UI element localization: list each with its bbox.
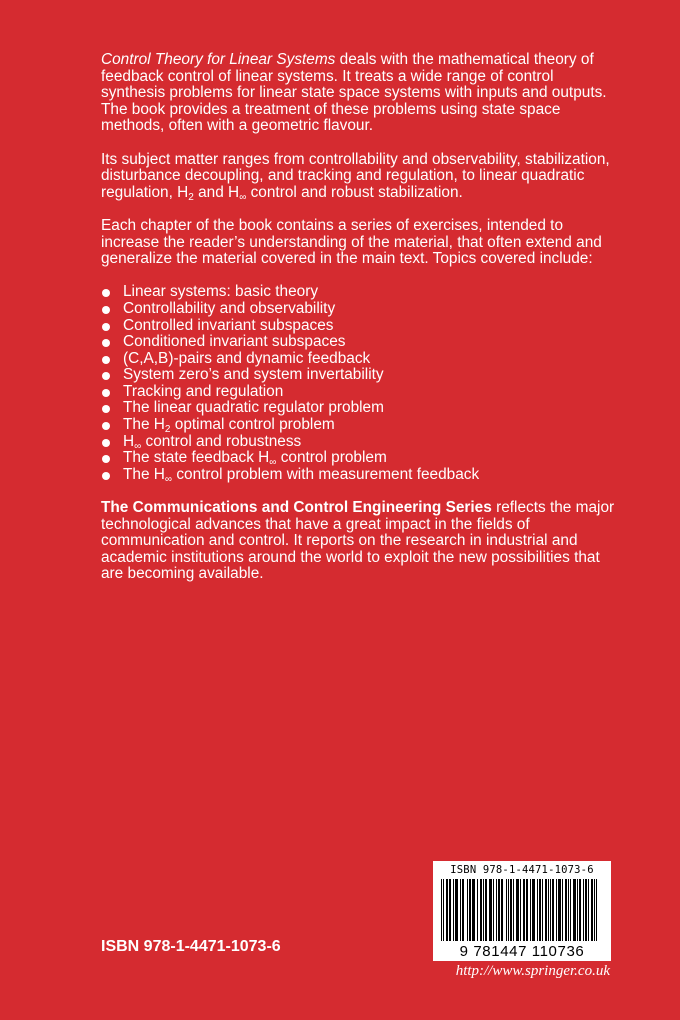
barcode-bar [533, 879, 534, 941]
barcode-bar [447, 879, 448, 941]
barcode-bar [470, 879, 471, 941]
barcode-bar [556, 879, 557, 941]
barcode-bar [530, 879, 531, 941]
barcode-bar [558, 879, 559, 941]
bullet-icon [102, 306, 110, 314]
barcode-bar [463, 879, 464, 941]
topic-item [101, 450, 621, 467]
barcode-bar [546, 879, 547, 941]
topic-text: Tracking and regulation [123, 382, 284, 400]
barcode-bar [457, 879, 458, 941]
barcode-bar [570, 879, 571, 941]
topic-item [101, 284, 621, 301]
topic-text: (C,A,B)-pairs and dynamic feedback [123, 349, 371, 367]
bullet-icon [102, 372, 110, 380]
barcode-bar [496, 879, 497, 941]
barcode-bar [516, 879, 517, 941]
isbn-label: ISBN 978-1-4471-1073-6 [101, 938, 281, 955]
subject-text-3: control and robust stabilization. [246, 183, 463, 201]
subject-text-1: Its subject matter ranges from controllability and observability, stabilization, disturbance decoupling, and tracking and regulation, to linear quadratic regulation, H [101, 150, 610, 201]
barcode-bar [462, 879, 463, 941]
barcode-bar [467, 879, 468, 941]
barcode-bar [501, 879, 502, 941]
barcode-bar [532, 879, 533, 941]
barcode-bar [550, 879, 551, 941]
topic-item [101, 367, 621, 384]
barcode-bar [489, 879, 490, 941]
barcode-bar [483, 879, 484, 941]
barcode-bars [441, 879, 603, 941]
bullet-icon [102, 389, 110, 397]
barcode-bar [520, 879, 521, 941]
topic-text: Linear systems: basic theory [123, 283, 319, 301]
barcode-bar [498, 879, 499, 941]
barcode-bar [443, 879, 444, 941]
series-name: The Communications and Control Engineering Series [101, 499, 492, 517]
barcode-bar [480, 879, 481, 941]
intro-paragraph [101, 52, 621, 135]
bullet-icon [102, 455, 110, 463]
barcode-bar [594, 879, 595, 941]
barcode-bar [537, 879, 538, 941]
bullet-icon [102, 439, 110, 447]
exercises-paragraph: Each chapter of the book contains a series of exercises, intended to increase the reader’s understanding of the material, that often extend and generalize the material covered in the main text. Topics covered include: [101, 216, 602, 268]
barcode-bar [499, 879, 500, 941]
topic-text: control problem with measurement feedback [172, 465, 480, 483]
topic-text: control and robustness [141, 432, 302, 450]
barcode-bar [485, 879, 486, 941]
barcode [433, 861, 611, 961]
barcode-bar [548, 879, 549, 941]
barcode-bar [542, 879, 543, 941]
barcode-bar [526, 879, 527, 941]
barcode-bar [473, 879, 474, 941]
barcode-bar [449, 879, 450, 941]
topic-text: optimal control problem [170, 416, 335, 434]
topic-item [101, 318, 621, 335]
barcode-bar [446, 879, 447, 941]
barcode-bar [502, 879, 503, 941]
barcode-bar [517, 879, 518, 941]
barcode-bar [477, 879, 478, 941]
barcode-bar [506, 879, 507, 941]
topic-subscript: 2 [164, 424, 171, 436]
topic-subscript: ∞ [164, 473, 173, 485]
barcode-bar [453, 879, 454, 941]
barcode-bar [580, 879, 581, 941]
barcode-bar [592, 879, 593, 941]
h2-subscript: 2 [188, 191, 194, 203]
topic-item [101, 334, 621, 351]
topics-list [101, 284, 621, 483]
barcode-bar [575, 879, 576, 941]
barcode-bar [456, 879, 457, 941]
barcode-bar [524, 879, 525, 941]
barcode-bar [553, 879, 554, 941]
barcode-bar [486, 879, 487, 941]
barcode-bar [534, 879, 535, 941]
barcode-digits: 9 781447 110736 [459, 943, 585, 960]
barcode-bar [523, 879, 524, 941]
barcode-bar [577, 879, 578, 941]
barcode-bar [518, 879, 519, 941]
barcode-bar [588, 879, 589, 941]
topic-item [101, 417, 621, 434]
barcode-bar [508, 879, 509, 941]
topic-item [101, 434, 621, 451]
topic-text: The H [123, 465, 165, 483]
barcode-bar [573, 879, 574, 941]
barcode-bar [566, 879, 567, 941]
topic-subscript: ∞ [134, 440, 142, 452]
barcode-bar [583, 879, 584, 941]
bullet-icon [102, 422, 110, 430]
series-text: reflects the major technological advances that have a great impact in the fields of communication and control. It reports on the research in industrial and academic institutions around the world to exploit the new possibilities that are becoming available. [101, 499, 615, 583]
barcode-bar [493, 879, 494, 941]
barcode-bar [565, 879, 566, 941]
barcode-bar [490, 879, 491, 941]
barcode-bar [574, 879, 575, 941]
barcode-bar [559, 879, 560, 941]
topic-item [101, 301, 621, 318]
barcode-bar [579, 879, 580, 941]
bullet-icon [102, 356, 110, 364]
barcode-bar [450, 879, 451, 941]
topic-text: H [123, 432, 135, 450]
barcode-bar [455, 879, 456, 941]
barcode-bar [540, 879, 541, 941]
topic-text: Conditioned invariant subspaces [123, 333, 346, 351]
topic-text: Controlled invariant subspaces [123, 316, 334, 334]
barcode-bar [472, 879, 473, 941]
topic-item [101, 351, 621, 368]
topic-item [101, 400, 621, 417]
bullet-icon [102, 339, 110, 347]
topic-text: The linear quadratic regulator problem [123, 399, 384, 417]
hinf-subscript: ∞ [239, 191, 247, 203]
barcode-bar [568, 879, 569, 941]
subject-text-2: and H [193, 183, 240, 201]
topic-text: control problem [276, 449, 387, 467]
series-paragraph [101, 500, 621, 583]
barcode-bar [491, 879, 492, 941]
bullet-icon [102, 405, 110, 413]
barcode-bar [513, 879, 514, 941]
barcode-bar [511, 879, 512, 941]
barcode-bar [441, 879, 442, 941]
barcode-bar [545, 879, 546, 941]
topic-text: The state feedback H [123, 449, 270, 467]
subject-paragraph [101, 152, 621, 202]
barcode-bar [586, 879, 587, 941]
barcode-bar [539, 879, 540, 941]
topic-subscript: ∞ [269, 457, 277, 469]
topic-item [101, 384, 621, 401]
intro-text: deals with the mathematical theory of feedback control of linear systems. It treats a wide range of control synthesis problems for linear state space systems with inputs and outputs. The book provides a treatment of these problems using state space methods, often with a geometric flavour. [101, 51, 607, 135]
topic-item [101, 467, 621, 484]
topic-text: System zero’s and system invertability [123, 366, 384, 384]
barcode-bar [527, 879, 528, 941]
barcode-bar [481, 879, 482, 941]
barcode-bar [460, 879, 461, 941]
book-title: Control Theory for Linear Systems [101, 51, 336, 68]
barcode-bar [510, 879, 511, 941]
bullet-icon [102, 323, 110, 331]
topic-text: The H [123, 416, 165, 434]
publisher-url[interactable]: http://www.springer.co.uk [455, 963, 610, 979]
cover-text [101, 52, 621, 600]
barcode-bar [591, 879, 592, 941]
topic-text: Controllability and observability [123, 299, 336, 317]
barcode-bar [585, 879, 586, 941]
barcode-bar [474, 879, 475, 941]
barcode-bar [552, 879, 553, 941]
barcode-isbn-text: ISBN 978-1-4471-1073-6 [450, 864, 594, 876]
barcode-bar [469, 879, 470, 941]
bullet-icon [102, 289, 110, 297]
barcode-bar [560, 879, 561, 941]
barcode-bar [562, 879, 563, 941]
bullet-icon [102, 472, 110, 480]
barcode-bar [596, 879, 597, 941]
